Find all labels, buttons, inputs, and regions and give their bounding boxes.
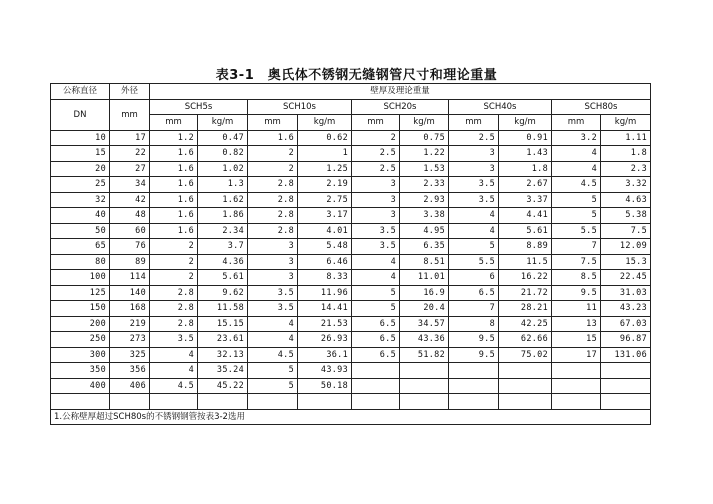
cell-dn: 250 [51,332,110,348]
cell-weight: 4.63 [601,192,651,208]
blank-cell [198,394,248,410]
cell-weight: 5.61 [499,223,552,239]
cell-outer-diameter: 406 [110,378,150,394]
cell-wall-thickness: 3 [248,254,298,270]
cell-weight: 50.18 [298,378,352,394]
table-row [51,363,651,379]
table-row [51,223,651,239]
cell-wall-thickness: 2.5 [352,161,400,177]
cell-dn: 65 [51,239,110,255]
cell-weight: 21.53 [298,316,352,332]
cell-wall-thickness: 4 [248,332,298,348]
blank-cell [601,394,651,410]
cell-weight: 51.82 [400,347,449,363]
cell-wall-thickness: 1.2 [150,130,198,146]
cell-dn: 40 [51,208,110,224]
cell-dn: 200 [51,316,110,332]
cell-weight: 62.66 [499,332,552,348]
cell-wall-thickness: 5.5 [449,254,499,270]
cell-wall-thickness: 1.6 [150,208,198,224]
cell-weight: 1.86 [198,208,248,224]
cell-wall-thickness [352,363,400,379]
footnote: 1.公称壁厚超过SCH80s的不锈钢钢管按表3-2选用 [51,409,651,425]
cell-weight: 1.8 [601,146,651,162]
blank-cell [248,394,298,410]
unit-mm: mm [449,115,499,131]
cell-outer-diameter: 356 [110,363,150,379]
cell-weight: 1.25 [298,161,352,177]
cell-weight: 28.21 [499,301,552,317]
blank-cell [449,394,499,410]
cell-dn: 20 [51,161,110,177]
cell-weight: 0.75 [400,130,449,146]
cell-weight: 21.72 [499,285,552,301]
cell-wall-thickness: 2 [150,239,198,255]
footnote-row [51,409,651,425]
cell-weight: 0.62 [298,130,352,146]
header-wall-weight: 壁厚及理论重量 [150,84,651,100]
unit-kg: kg/m [601,115,651,131]
cell-dn: 300 [51,347,110,363]
cell-weight: 5.48 [298,239,352,255]
cell-weight: 1.8 [499,161,552,177]
header-row-1 [51,84,651,100]
cell-outer-diameter: 27 [110,161,150,177]
cell-wall-thickness: 8.5 [552,270,601,286]
table-row [51,130,651,146]
cell-wall-thickness: 2 [150,254,198,270]
cell-wall-thickness: 9.5 [552,285,601,301]
cell-wall-thickness: 7 [552,239,601,255]
header-sch20s: SCH20s [352,99,449,115]
cell-wall-thickness: 5 [449,239,499,255]
cell-weight: 0.47 [198,130,248,146]
cell-weight: 22.45 [601,270,651,286]
cell-wall-thickness: 3.5 [449,192,499,208]
cell-weight: 1.22 [400,146,449,162]
blank-cell [400,394,449,410]
cell-weight: 16.9 [400,285,449,301]
unit-kg: kg/m [298,115,352,131]
header-nominal-diameter: 公称直径 [51,84,110,100]
cell-weight: 4.01 [298,223,352,239]
cell-wall-thickness: 4 [352,270,400,286]
cell-weight: 34.57 [400,316,449,332]
cell-wall-thickness: 7 [449,301,499,317]
cell-weight: 131.06 [601,347,651,363]
cell-weight: 1.11 [601,130,651,146]
cell-weight: 1 [298,146,352,162]
cell-wall-thickness: 5.5 [552,223,601,239]
cell-weight: 5.61 [198,270,248,286]
cell-dn: 150 [51,301,110,317]
cell-wall-thickness: 15 [552,332,601,348]
cell-wall-thickness: 3 [352,192,400,208]
cell-wall-thickness: 9.5 [449,347,499,363]
cell-wall-thickness: 3.5 [150,332,198,348]
cell-dn: 100 [51,270,110,286]
cell-dn: 125 [51,285,110,301]
cell-weight: 11.58 [198,301,248,317]
cell-weight: 11.01 [400,270,449,286]
cell-weight: 3.37 [499,192,552,208]
cell-wall-thickness: 6.5 [352,332,400,348]
cell-weight: 31.03 [601,285,651,301]
cell-wall-thickness: 6 [449,270,499,286]
cell-wall-thickness: 4 [449,208,499,224]
cell-wall-thickness: 4.5 [150,378,198,394]
table-row [51,347,651,363]
cell-weight: 15.3 [601,254,651,270]
header-sch40s: SCH40s [449,99,552,115]
cell-weight: 2.34 [198,223,248,239]
cell-weight: 26.93 [298,332,352,348]
cell-wall-thickness: 1.6 [150,146,198,162]
cell-weight: 1.43 [499,146,552,162]
cell-outer-diameter: 140 [110,285,150,301]
cell-outer-diameter: 168 [110,301,150,317]
cell-weight: 20.4 [400,301,449,317]
table-row [51,254,651,270]
cell-weight: 23.61 [198,332,248,348]
cell-wall-thickness: 3.2 [552,130,601,146]
cell-weight: 43.36 [400,332,449,348]
cell-weight: 9.62 [198,285,248,301]
cell-weight: 1.53 [400,161,449,177]
cell-wall-thickness: 17 [552,347,601,363]
cell-wall-thickness: 4 [449,223,499,239]
cell-wall-thickness: 1.6 [150,223,198,239]
cell-wall-thickness: 2.8 [150,301,198,317]
cell-wall-thickness: 2.8 [248,208,298,224]
cell-weight: 4.95 [400,223,449,239]
cell-weight: 11.96 [298,285,352,301]
cell-wall-thickness: 2.8 [150,316,198,332]
cell-wall-thickness [449,363,499,379]
cell-weight: 6.35 [400,239,449,255]
cell-wall-thickness: 3 [248,270,298,286]
cell-weight: 3.32 [601,177,651,193]
blank-cell [552,394,601,410]
table-title: 表3-1 奥氏体不锈钢无缝钢管尺寸和理论重量 [215,68,498,83]
cell-wall-thickness: 11 [552,301,601,317]
header-sch10s: SCH10s [248,99,352,115]
unit-kg: kg/m [400,115,449,131]
cell-wall-thickness: 4.5 [248,347,298,363]
cell-wall-thickness: 5 [552,208,601,224]
cell-wall-thickness: 4 [352,254,400,270]
cell-wall-thickness: 3.5 [449,177,499,193]
cell-dn: 50 [51,223,110,239]
cell-weight: 1.3 [198,177,248,193]
cell-weight: 3.17 [298,208,352,224]
cell-outer-diameter: 42 [110,192,150,208]
unit-mm: mm [552,115,601,131]
table-row [51,378,651,394]
cell-weight: 8.51 [400,254,449,270]
cell-outer-diameter: 114 [110,270,150,286]
cell-wall-thickness: 6.5 [352,316,400,332]
cell-outer-diameter: 273 [110,332,150,348]
cell-weight: 0.91 [499,130,552,146]
cell-wall-thickness: 4.5 [552,177,601,193]
cell-dn: 15 [51,146,110,162]
cell-wall-thickness: 3 [248,239,298,255]
cell-weight: 32.13 [198,347,248,363]
blank-row [51,394,651,410]
cell-wall-thickness: 2.8 [248,192,298,208]
cell-wall-thickness: 5 [552,192,601,208]
cell-weight [400,378,449,394]
table-row [51,208,651,224]
table-row [51,239,651,255]
header-sch80s: SCH80s [552,99,651,115]
blank-cell [110,394,150,410]
cell-wall-thickness: 2 [352,130,400,146]
cell-wall-thickness: 4 [248,316,298,332]
cell-wall-thickness [552,363,601,379]
cell-outer-diameter: 325 [110,347,150,363]
cell-weight: 96.87 [601,332,651,348]
cell-dn: 10 [51,130,110,146]
cell-outer-diameter: 17 [110,130,150,146]
cell-weight: 42.25 [499,316,552,332]
cell-weight: 2.67 [499,177,552,193]
cell-weight: 14.41 [298,301,352,317]
cell-wall-thickness [352,378,400,394]
cell-wall-thickness: 4 [150,347,198,363]
blank-cell [150,394,198,410]
cell-wall-thickness: 4 [552,161,601,177]
cell-wall-thickness: 5 [352,285,400,301]
table-row [51,301,651,317]
unit-mm: mm [150,115,198,131]
cell-wall-thickness: 5 [352,301,400,317]
cell-wall-thickness: 2.8 [150,285,198,301]
cell-outer-diameter: 34 [110,177,150,193]
cell-wall-thickness: 1.6 [150,192,198,208]
cell-weight: 67.03 [601,316,651,332]
cell-weight: 2.33 [400,177,449,193]
cell-weight: 12.09 [601,239,651,255]
cell-dn: 32 [51,192,110,208]
cell-weight: 6.46 [298,254,352,270]
unit-kg: kg/m [198,115,248,131]
cell-outer-diameter: 60 [110,223,150,239]
cell-wall-thickness: 3 [352,177,400,193]
cell-dn: 350 [51,363,110,379]
cell-wall-thickness: 8 [449,316,499,332]
cell-weight [400,363,449,379]
cell-outer-diameter: 22 [110,146,150,162]
cell-weight: 1.62 [198,192,248,208]
cell-weight: 43.23 [601,301,651,317]
cell-weight: 4.41 [499,208,552,224]
cell-weight: 36.1 [298,347,352,363]
cell-wall-thickness: 2.5 [449,130,499,146]
unit-mm: mm [352,115,400,131]
cell-weight: 2.3 [601,161,651,177]
cell-wall-thickness: 1.6 [150,177,198,193]
cell-outer-diameter: 48 [110,208,150,224]
cell-outer-diameter: 76 [110,239,150,255]
cell-wall-thickness: 9.5 [449,332,499,348]
cell-wall-thickness [449,378,499,394]
cell-weight: 8.33 [298,270,352,286]
cell-wall-thickness: 4 [150,363,198,379]
table-row [51,146,651,162]
cell-wall-thickness [552,378,601,394]
cell-weight [601,378,651,394]
table-row [51,192,651,208]
cell-wall-thickness: 3.5 [352,223,400,239]
cell-dn: 400 [51,378,110,394]
cell-weight: 1.02 [198,161,248,177]
cell-wall-thickness: 3.5 [248,285,298,301]
blank-cell [51,394,110,410]
unit-mm: mm [248,115,298,131]
cell-weight [601,363,651,379]
blank-cell [352,394,400,410]
table-row [51,177,651,193]
cell-weight: 3.7 [198,239,248,255]
blank-cell [298,394,352,410]
header-outer-diameter: 外径 [110,84,150,100]
header-od-unit: mm [110,99,150,130]
pipe-size-table [50,83,651,425]
header-sch5s: SCH5s [150,99,248,115]
cell-wall-thickness: 2 [248,146,298,162]
cell-wall-thickness: 1.6 [248,130,298,146]
cell-wall-thickness: 13 [552,316,601,332]
table-row [51,332,651,348]
cell-outer-diameter: 89 [110,254,150,270]
cell-wall-thickness: 3.5 [352,239,400,255]
cell-weight: 45.22 [198,378,248,394]
cell-weight: 75.02 [499,347,552,363]
cell-wall-thickness: 7.5 [552,254,601,270]
cell-wall-thickness: 2.5 [352,146,400,162]
table-row [51,316,651,332]
cell-wall-thickness: 4 [552,146,601,162]
cell-outer-diameter: 219 [110,316,150,332]
cell-weight: 16.22 [499,270,552,286]
cell-wall-thickness: 2.8 [248,223,298,239]
header-row-2 [51,99,651,115]
cell-weight: 3.38 [400,208,449,224]
cell-wall-thickness: 3 [449,146,499,162]
cell-dn: 25 [51,177,110,193]
cell-wall-thickness: 5 [248,378,298,394]
cell-wall-thickness: 5 [248,363,298,379]
cell-weight: 2.75 [298,192,352,208]
cell-weight [499,378,552,394]
cell-weight: 4.36 [198,254,248,270]
cell-weight: 2.93 [400,192,449,208]
cell-weight: 11.5 [499,254,552,270]
cell-dn: 80 [51,254,110,270]
cell-weight [499,363,552,379]
unit-kg: kg/m [499,115,552,131]
table-row [51,270,651,286]
cell-weight: 2.19 [298,177,352,193]
table-row [51,285,651,301]
cell-wall-thickness: 2 [150,270,198,286]
cell-wall-thickness: 1.6 [150,161,198,177]
cell-weight: 0.82 [198,146,248,162]
cell-wall-thickness: 6.5 [449,285,499,301]
blank-cell [499,394,552,410]
cell-weight: 7.5 [601,223,651,239]
header-dn: DN [51,99,110,130]
table-row [51,161,651,177]
cell-wall-thickness: 3.5 [248,301,298,317]
cell-wall-thickness: 2.8 [248,177,298,193]
cell-weight: 35.24 [198,363,248,379]
cell-wall-thickness: 6.5 [352,347,400,363]
cell-weight: 5.38 [601,208,651,224]
cell-wall-thickness: 2 [248,161,298,177]
cell-wall-thickness: 3 [352,208,400,224]
cell-weight: 15.15 [198,316,248,332]
cell-wall-thickness: 3 [449,161,499,177]
cell-weight: 43.93 [298,363,352,379]
cell-weight: 8.89 [499,239,552,255]
